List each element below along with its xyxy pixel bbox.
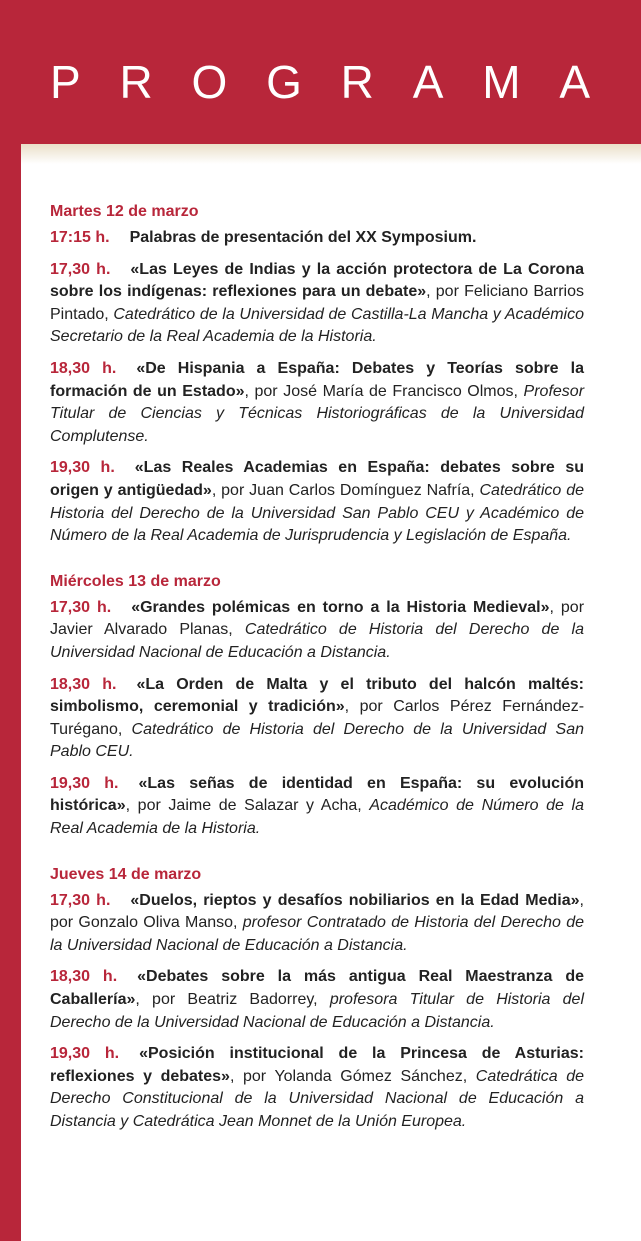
title-letter: R (119, 56, 153, 108)
entry-by: , por (125, 797, 161, 815)
page-title (50, 52, 590, 112)
entry-by: , por (426, 283, 459, 301)
day-heading: Miércoles 13 de marzo (50, 572, 221, 590)
entry-title: «De Hispania a España: Debates y Teorías sobre la formación de un Estado» (50, 359, 584, 400)
entry-title: «Las señas de identidad en España: su evolución histórica» (50, 774, 585, 815)
entry-title: «Posición institucional de la Princesa de Asturias: reflexiones y debates» (50, 1045, 585, 1085)
entry-role: profesor Contratado de Historia del Derecho de la Universidad Nacional de Educación a Distancia. (50, 914, 585, 954)
entry-by: , por (211, 481, 245, 499)
program-entry (50, 259, 584, 349)
entry-title: «La Orden de Malta y el tributo del halcón maltés: simbolismo, ceremonial y tradición» (50, 675, 585, 716)
entry-title: «Las Reales Academias en España: debates sobre su origen y antigüedad» (50, 459, 585, 499)
title-letter: A (412, 56, 444, 108)
header-banner (0, 0, 641, 144)
program-entry (50, 674, 584, 764)
program-entry (50, 227, 584, 250)
entry-time: 17:15 h. (50, 229, 110, 246)
entry-speaker: Carlos Pérez Fernández-Turégano, (50, 698, 585, 738)
entry-speaker: Juan Carlos Domínguez Nafría, (244, 481, 480, 499)
entry-speaker: Gonzalo Oliva Manso, (73, 914, 243, 932)
entry-title: «Debates sobre la más antigua Real Maestranza de Caballería» (50, 968, 584, 1009)
title-letter: P (50, 56, 81, 108)
entry-title: «Las Leyes de Indias y la acción protectora de La Corona sobre los indígenas: reflexiones para un debate» (50, 260, 585, 301)
entry-time: 19,30 h. (50, 1045, 120, 1063)
entry-speaker: Javier Alvarado Planas, (50, 621, 245, 639)
entry-speaker: Jaime de Salazar y Acha, (160, 797, 370, 815)
entry-by: , por (549, 598, 585, 616)
entry-role: Catedrático de Historia del Derecho de la Universidad Nacional de Educación a Distancia. (50, 621, 584, 661)
title-letter: R (340, 56, 374, 108)
day-heading: Martes 12 de marzo (50, 203, 199, 220)
entry-speaker: Feliciano Barrios Pintado, (50, 283, 584, 323)
entry-by: , por (229, 1067, 267, 1085)
entry-time: 17,30 h. (50, 598, 112, 616)
entry-role: Catedrático de la Universidad de Castilla-La Mancha y Académico Secretario de la Real Academia de la Historia. (50, 305, 585, 346)
entry-title: «Duelos, rieptos y desafíos nobiliarios en la Edad Media» (130, 891, 580, 909)
program-content (50, 200, 584, 1134)
title-letter: G (266, 56, 302, 108)
entry-title: «Grandes polémicas en torno a la Historia Medieval» (131, 598, 550, 616)
entry-by: , por (135, 991, 176, 1009)
program-entry (50, 890, 584, 958)
left-accent-bar (0, 0, 21, 1241)
entry-speaker: José María de Francisco Olmos, (277, 382, 524, 400)
entry-role: Profesor Titular de Ciencias y Técnicas Historiográficas de la Universidad Complutense. (50, 382, 585, 445)
entry-by: , por (344, 698, 383, 716)
entry-role: Catedrático de Historia del Derecho de la Universidad San Pablo CEU y Académico de Número de la Real Academia de Jurisprudencia y Legislación de España. (50, 481, 585, 545)
entry-role: Catedrático de Historia del Derecho de la Universidad San Pablo CEU. (50, 720, 584, 761)
entry-by: , por (50, 891, 584, 932)
program-entry (50, 773, 584, 841)
program-entry (50, 597, 584, 665)
program-entry (50, 966, 584, 1034)
entry-title: Palabras de presentación del XX Symposium. (129, 229, 477, 246)
entry-time: 19,30 h. (50, 459, 115, 477)
entry-time: 18,30 h. (50, 675, 117, 693)
program-entry (50, 457, 584, 547)
title-letter: M (482, 56, 521, 108)
entry-role: Académico de Número de la Real Academia de la Historia. (50, 797, 584, 838)
entry-time: 18,30 h. (50, 359, 117, 377)
program-entry (50, 1043, 584, 1133)
entry-speaker: Beatriz Badorrey, (175, 991, 330, 1009)
entry-time: 17,30 h. (50, 891, 111, 909)
title-letter: A (559, 56, 590, 108)
entry-time: 17,30 h. (50, 260, 111, 278)
entry-time: 19,30 h. (50, 774, 119, 792)
entry-by: , por (244, 382, 278, 400)
header-shadow (21, 144, 641, 164)
program-entry (50, 358, 584, 448)
day-heading: Jueves 14 de marzo (50, 865, 202, 883)
title-letter: O (191, 56, 228, 108)
entry-role: Catedrática de Derecho Constitucional de la Universidad Nacional de Educación a Distancia y Catedrática Jean Monnet de la Unión Europea. (50, 1067, 584, 1130)
entry-speaker: Yolanda Gómez Sánchez, (266, 1067, 476, 1085)
entry-role: profesora Titular de Historia del Derecho de la Universidad Nacional de Educación a Distancia. (50, 991, 584, 1031)
entry-time: 18,30 h. (50, 968, 118, 986)
